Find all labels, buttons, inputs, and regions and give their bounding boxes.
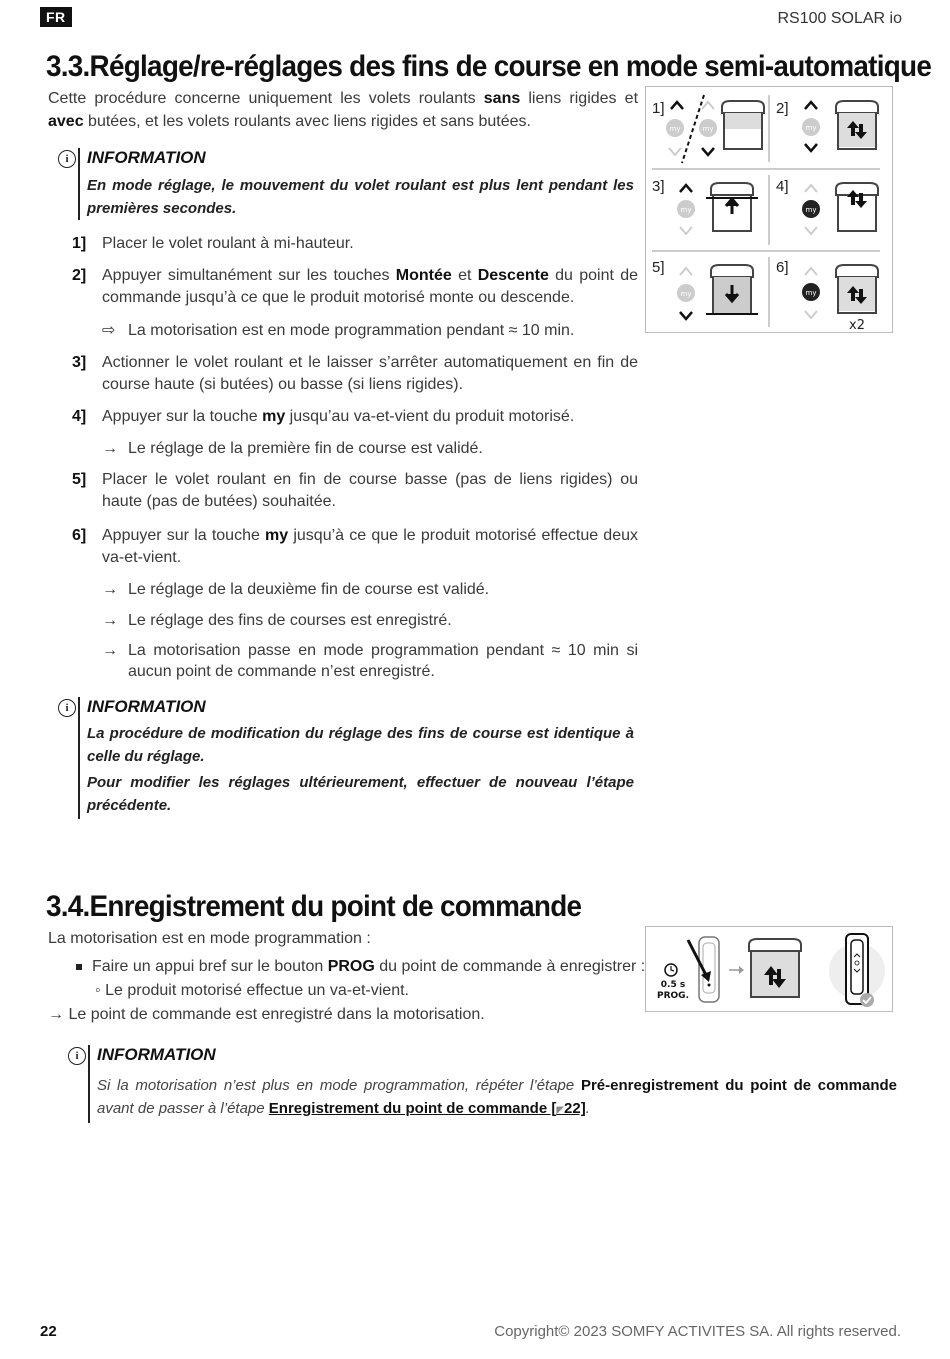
arrow-icon: →	[102, 612, 118, 629]
svg-text:my: my	[680, 206, 692, 214]
svg-text:my: my	[805, 206, 817, 214]
document-id: RS100 SOLAR io	[777, 10, 902, 27]
info-body: Si la motorisation n’est plus en mode programmation, répéter l’étape Pré-enregistrement du point de commande avant de passer à l’étape Enregistrement du point de commande [◤22].	[97, 1077, 897, 1117]
page-number: 22	[40, 1323, 57, 1340]
language-badge: FR	[40, 7, 72, 27]
section-3-3-title: 3.3.Réglage/re-réglages des fins de course en mode semi-automatique	[46, 50, 932, 83]
info-title: INFORMATION	[87, 148, 206, 167]
info-block-1	[58, 148, 636, 220]
arrow-icon: →	[102, 581, 118, 598]
result-step-4: → Le réglage de la première fin de course est validé.	[102, 440, 483, 457]
info-divider	[88, 1045, 90, 1123]
step-4: 4] Appuyer sur la touche my jusqu’au va-et-vient du produit motorisé.	[72, 408, 575, 425]
panel-6-label: 6]	[776, 259, 789, 276]
result-step-6a: → Le réglage de la deuxième fin de course est validé.	[102, 581, 490, 598]
section-3-4-result: → Le point de commande est enregistré dans la motorisation.	[48, 1006, 485, 1023]
panel-3-label: 3]	[652, 178, 665, 195]
info-block-3	[68, 1045, 898, 1123]
limits-setting-illustration	[646, 87, 892, 332]
info-body-2: Pour modifier les réglages ultérieurement, effectuer de nouveau l’étape précédente.	[87, 774, 634, 814]
step-3: 3] Actionner le volet roulant et le laisser s’arrêter automatiquement en fin de course haute (si butées) ou basse (si liens rigides).	[72, 354, 638, 393]
result-step-6c: → La motorisation passe en mode programmation pendant ≈ 10 min si aucun point de commande n’est enregistré.	[102, 642, 638, 680]
step-1: 1] Placer le volet roulant à mi-hauteur.	[72, 235, 354, 252]
bullet-item: Faire un appui bref sur le bouton PROG du point de commande à enregistrer :	[76, 956, 645, 978]
bullet-square-icon	[76, 964, 82, 970]
info-title: INFORMATION	[87, 697, 206, 716]
info-divider	[78, 148, 80, 220]
info-block-2	[58, 697, 636, 819]
svg-text:my: my	[669, 125, 681, 133]
page-reference-link[interactable]: Enregistrement du point de commande [◤22]	[268, 1100, 586, 1117]
panel-5-label: 5]	[652, 259, 665, 276]
page-pointer-icon: ◤	[556, 1105, 565, 1116]
step-6: 6] Appuyer sur la touche my jusqu’à ce que le produit motorisé effectue deux va-et-vient.	[72, 527, 638, 566]
section-3-3-intro: Cette procédure concerne uniquement les volets roulants sans liens rigides et avec butées, et les volets roulants avec liens rigides et sans butées.	[48, 90, 639, 130]
svg-text:my: my	[680, 290, 692, 298]
result-step-6b: → Le réglage des fins de courses est enregistré.	[102, 612, 452, 629]
svg-text:my: my	[805, 124, 817, 132]
prog-label: PROG.	[657, 991, 689, 1001]
svg-text:my: my	[702, 125, 714, 133]
info-icon: i	[58, 150, 76, 168]
panel-1-label: 1]	[652, 100, 665, 117]
copyright-notice: Copyright© 2023 SOMFY ACTIVITES SA. All rights reserved.	[494, 1323, 901, 1340]
arrow-icon: →	[102, 440, 118, 457]
info-title: INFORMATION	[97, 1045, 216, 1064]
panel-4-label: 4]	[776, 178, 789, 195]
info-icon: i	[58, 699, 76, 717]
prog-button-figure	[645, 926, 893, 1012]
svg-text:my: my	[805, 289, 817, 297]
sub-bullet-item: ◦ Le produit motorisé effectue un va-et-vient.	[95, 982, 409, 999]
section-3-4-intro: La motorisation est en mode programmation :	[48, 930, 371, 947]
step-2: 2] Appuyer simultanément sur les touches Montée et Descente du point de commande jusqu’à ce que le produit motorisé monte ou descende.	[72, 267, 639, 306]
panel-2-label: 2]	[776, 100, 789, 117]
info-icon: i	[68, 1047, 86, 1065]
prog-button-illustration	[646, 927, 892, 1011]
repeat-count-label: x2	[849, 318, 865, 332]
limits-setting-figure	[645, 86, 893, 333]
arrow-icon: →	[102, 642, 118, 659]
info-body-1: La procédure de modification du réglage des fins de course est identique à celle du réglage.	[87, 725, 634, 765]
info-divider	[78, 697, 80, 819]
step-5: 5] Placer le volet roulant en fin de course basse (pas de liens rigides) ou haute (pas de butées) souhaitée.	[72, 471, 638, 510]
hollow-arrow-icon: ⇨	[102, 322, 116, 339]
result-step-2: ⇨ La motorisation est en mode programmation pendant ≈ 10 min.	[102, 322, 575, 339]
section-3-4-title: 3.4.Enregistrement du point de commande	[46, 890, 582, 923]
info-body: En mode réglage, le mouvement du volet roulant est plus lent pendant les premières secondes.	[87, 177, 634, 217]
press-duration-label: 0.5 s	[660, 980, 686, 990]
